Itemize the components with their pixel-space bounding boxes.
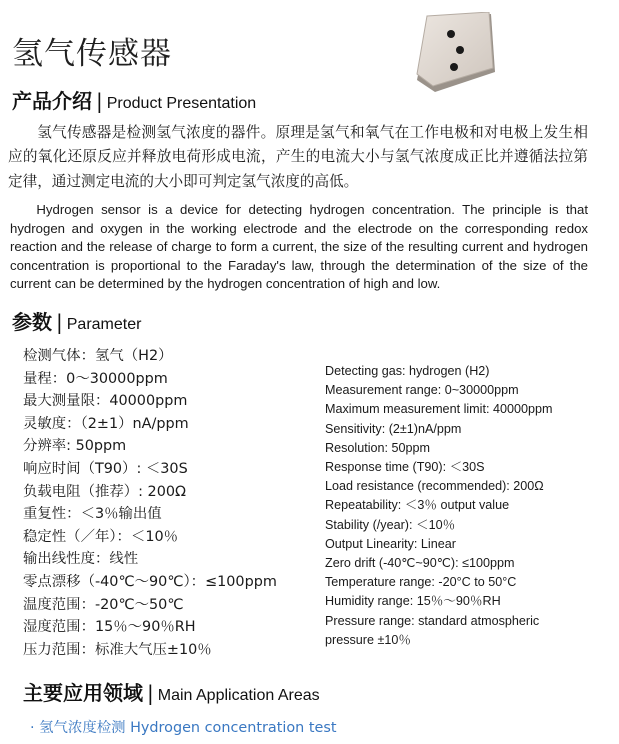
param-item: 零点漂移（-40℃～90℃）：≤100ppm [23, 573, 277, 590]
param-item: 压力范围：标准大气压±10％ [23, 641, 212, 658]
param-item: 湿度范围：15％～90％RH [23, 619, 196, 636]
param-item: 响应时间（T90）: ＜30S [23, 460, 188, 477]
param-item: Humidity range: 15％～90％RH [325, 594, 501, 609]
parameter-list-en [325, 362, 610, 650]
param-item: Zero drift (-40℃~90℃): ≤100ppm [325, 556, 515, 571]
heading-separator: | [147, 681, 154, 705]
param-item: Load resistance (recommended): 200Ω [325, 479, 544, 494]
param-item: 输出线性度：线性 [23, 551, 139, 568]
param-item: Sensitivity: (2±1)nA/ppm [325, 421, 462, 436]
param-item: Stability (/year): ＜10％ [325, 517, 456, 532]
application-item-link[interactable]: · 氢气浓度检测 Hydrogen concentration test [30, 720, 337, 736]
param-item: Temperature range: -20°C to 50°C [325, 575, 517, 590]
parameter-section-heading [12, 306, 141, 335]
param-item: Response time (T90): ＜30S [325, 460, 485, 475]
param-item: Resolution: 50ppm [325, 440, 431, 455]
param-item: Measurement range: 0~30000ppm [325, 383, 519, 398]
heading-en: Parameter [66, 316, 142, 333]
param-item: 检测气体：氢气（H2） [23, 348, 173, 364]
param-item: 最大测量限：40000ppm [23, 393, 188, 410]
heading-cn: 参数 [12, 310, 52, 334]
heading-en: Main Application Areas [157, 687, 320, 704]
heading-separator: | [56, 310, 63, 334]
param-item: 温度范围：-20℃～50℃ [23, 596, 184, 613]
heading-cn: 产品介绍 [12, 89, 92, 113]
param-item: Detecting gas: hydrogen (H2) [325, 364, 490, 378]
application-section-heading [23, 677, 320, 706]
param-item: Output Linearity: Linear [325, 536, 456, 551]
param-item: Repeatability: ＜3％ output value [325, 498, 510, 513]
sensor-product-image [415, 12, 497, 94]
param-item: 灵敏度：（2±1）nA/ppm [23, 415, 189, 432]
param-item: Maximum measurement limit: 40000ppm [325, 402, 553, 417]
parameter-list-cn [23, 345, 277, 661]
param-item: 稳定性（／年）：＜10％ [23, 528, 179, 545]
heading-en: Product Presentation [106, 95, 257, 112]
page-title: 氢气传感器 [12, 36, 172, 72]
param-item: 量程：0～30000ppm [23, 370, 168, 387]
heading-cn: 主要应用领域 [23, 681, 143, 705]
product-section-heading [12, 85, 256, 114]
product-description-en: Hydrogen sensor is a device for detecting hydrogen concentration. The principle is that hydrogen and oxygen in the working electrode and the electrode on the corresponding redox reaction and the release of charge to form a current, the size of the resulting current and hydrogen concentration is proportional to the Faraday's law, through the determination of the size of the current can be determined by the hydrogen concentration of high and low. [10, 202, 588, 291]
heading-separator: | [96, 89, 103, 113]
param-item: 分辨率: 50ppm [23, 438, 127, 455]
product-description-cn: 氢气传感器是检测氢气浓度的器件。原理是氢气和氧气在工作电极和对电极上发生相应的氧化还原反应并释放电荷形成电流，产生的电流大小与氢气浓度成正比并遵循法拉第定律，通过测定电流的大小即可判定氢气浓度的高低。 [8, 124, 588, 190]
param-item: 重复性：＜3％输出值 [23, 506, 162, 523]
param-item: pressure ±10％ [325, 632, 412, 647]
param-item: Pressure range: standard atmospheric [325, 613, 540, 628]
param-item: 负载电阻（推荐）: 200Ω [23, 483, 187, 500]
